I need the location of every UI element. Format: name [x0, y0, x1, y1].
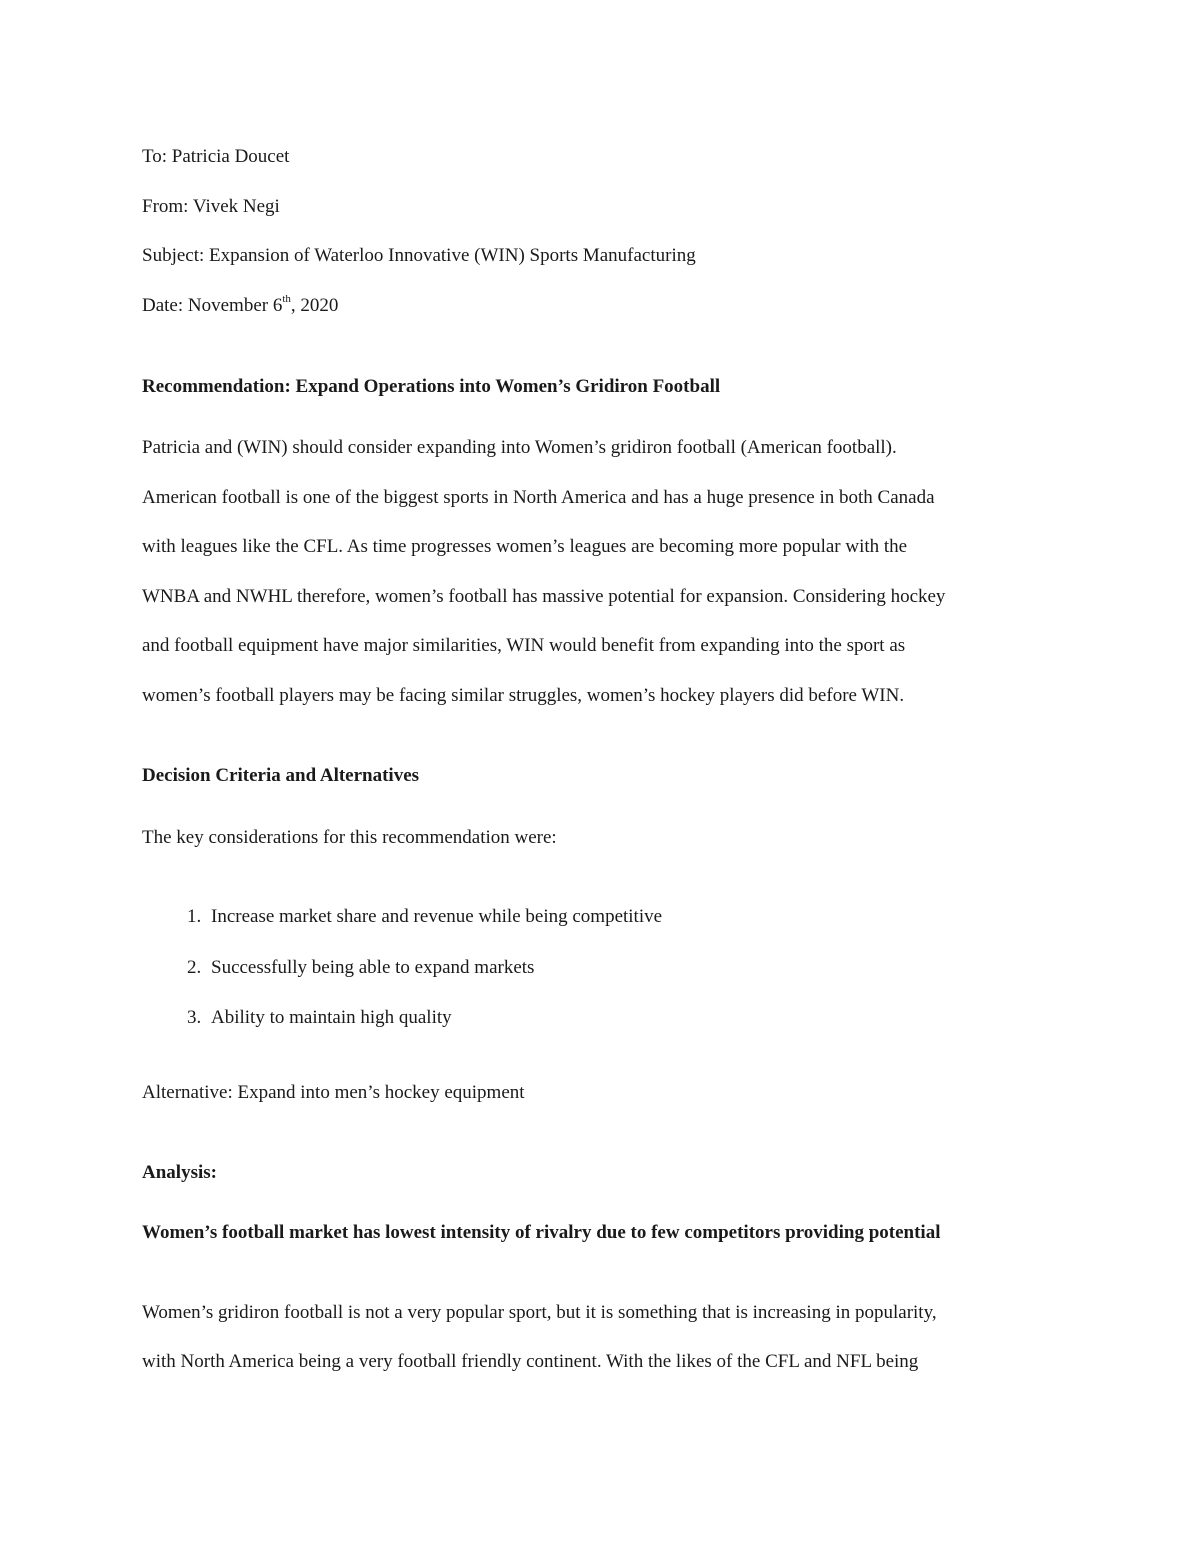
memo-date-suffix: , 2020: [290, 295, 339, 316]
recommendation-line: Patricia and (WIN) should consider expanding into Women’s gridiron football (American football).: [142, 437, 897, 458]
memo-date-prefix: Date: November 6: [142, 295, 283, 316]
recommendation-line: women’s football players may be facing similar struggles, women’s hockey players did before WIN.: [142, 685, 905, 706]
recommendation-heading: Recommendation: Expand Operations into Women’s Gridiron Football: [142, 376, 721, 397]
memo-subject: Subject: Expansion of Waterloo Innovative (WIN) Sports Manufacturing: [142, 245, 696, 266]
list-number: 1.: [187, 906, 202, 927]
list-number: 2.: [187, 957, 202, 978]
criteria-list-item: [187, 1006, 452, 1030]
memo-date: [142, 294, 338, 318]
analysis-subheading: Women’s football market has lowest intensity of rivalry due to few competitors providing potential: [142, 1222, 941, 1243]
criteria-list-item: [187, 905, 662, 929]
list-text: Successfully being able to expand markets: [211, 957, 535, 978]
analysis-line: with North America being a very football friendly continent. With the likes of the CFL and NFL being: [142, 1351, 919, 1372]
recommendation-line: and football equipment have major similarities, WIN would benefit from expanding into the sport as: [142, 635, 906, 656]
analysis-line: Women’s gridiron football is not a very popular sport, but it is something that is increasing in popularity,: [142, 1302, 937, 1323]
list-text: Ability to maintain high quality: [211, 1007, 452, 1028]
memo-date-sup: th: [282, 292, 291, 305]
memo-to: To: Patricia Doucet: [142, 146, 290, 167]
recommendation-line: American football is one of the biggest sports in North America and has a huge presence in both Canada: [142, 487, 935, 508]
criteria-list-item: [187, 956, 534, 980]
recommendation-line: WNBA and NWHL therefore, women’s football has massive potential for expansion. Considering hockey: [142, 586, 946, 607]
recommendation-line: with leagues like the CFL. As time progresses women’s leagues are becoming more popular with the: [142, 536, 908, 557]
list-number: 3.: [187, 1007, 202, 1028]
analysis-heading: Analysis:: [142, 1162, 217, 1183]
list-text: Increase market share and revenue while being competitive: [211, 906, 663, 927]
memo-from: From: Vivek Negi: [142, 196, 280, 217]
criteria-heading: Decision Criteria and Alternatives: [142, 765, 420, 786]
criteria-intro: The key considerations for this recommendation were:: [142, 827, 557, 848]
alternative-text: Alternative: Expand into men’s hockey equipment: [142, 1082, 525, 1103]
